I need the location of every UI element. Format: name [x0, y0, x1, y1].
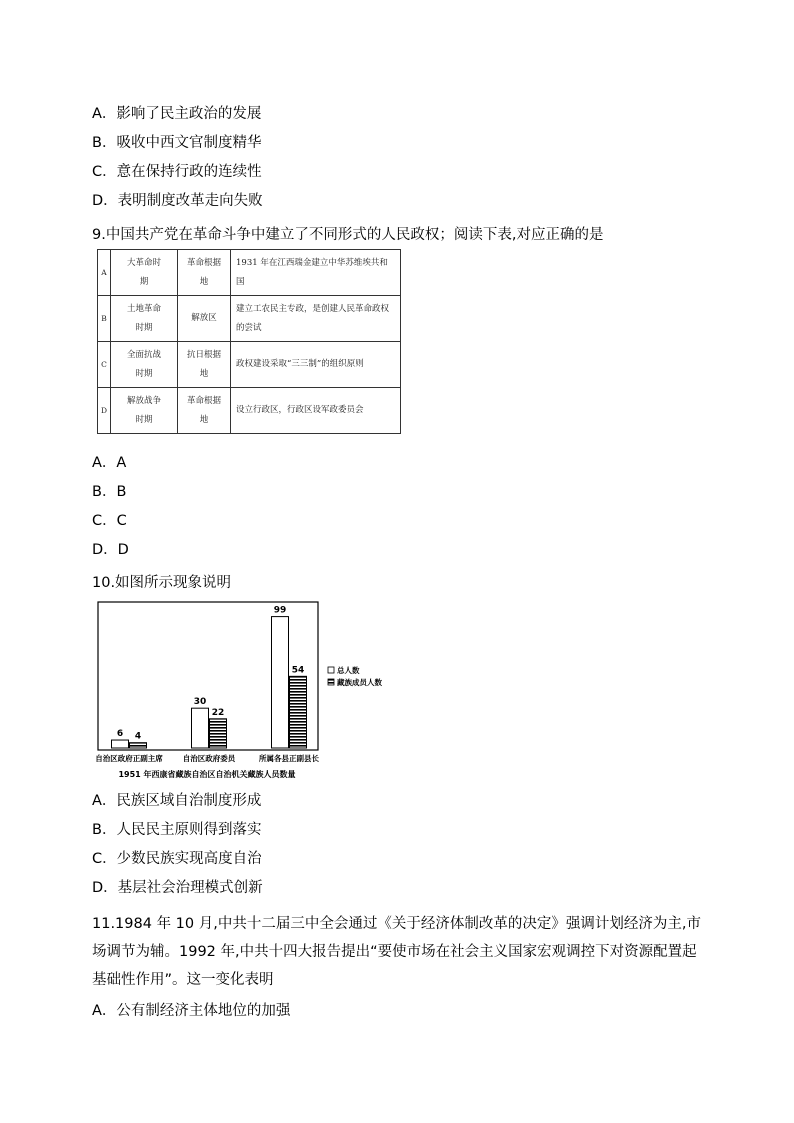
q8-option-c: C．意在保持行政的连续性 [92, 164, 262, 180]
data-label: 4 [134, 731, 142, 742]
row-letter: B [98, 296, 111, 342]
q10-stem: 10.如图所示现象说明 [92, 575, 232, 591]
period-cell: 土地革命 时期 [111, 296, 178, 342]
bar-tibetan-0 [130, 743, 147, 748]
q8-option-a: A．影响了民主政治的发展 [92, 106, 262, 122]
legend-label: 藏族成员人数 [337, 678, 382, 687]
base-cell: 抗日根据 地 [178, 342, 231, 388]
base-cell: 革命根据 地 [178, 388, 231, 434]
period-cell: 解放战争 时期 [111, 388, 178, 434]
table-row [98, 296, 401, 342]
legend-label: 总人数 [337, 666, 360, 675]
q8-option-d: D．表明制度改革走向失败 [92, 193, 263, 209]
data-label: 22 [211, 707, 225, 718]
data-label: 54 [291, 665, 305, 676]
desc-cell: 设立行政区，行政区设军政委员会 [231, 388, 401, 434]
row-letter: A [98, 250, 111, 296]
desc-cell: 1931 年在江西瑞金建立中华苏维埃共和 国 [231, 250, 401, 296]
q11-option-a: A．公有制经济主体地位的加强 [92, 1003, 291, 1019]
q8-option-b: B．吸收中西文官制度精华 [92, 135, 262, 151]
row-letter: D [98, 388, 111, 434]
row-letter: C [98, 342, 111, 388]
desc-cell: 政权建设采取“三三制”的组织原则 [231, 342, 401, 388]
base-cell: 革命根据 地 [178, 250, 231, 296]
q11-stem: 11.1984 年 10 月,中共十二届三中全会通过《关于经济体制改革的决定》强调计划经济为主,市场调节为辅。1992 年,中共十四大报告提出“要使市场在社会主义国家宏观调控下对资源配置起基础性作用”。这一变化表明 [92, 916, 701, 988]
q10-option-d: D．基层社会治理模式创新 [92, 880, 263, 896]
q10-option-c: C．少数民族实现高度自治 [92, 851, 262, 867]
bar-total-2 [272, 617, 289, 748]
bar-total-0 [112, 740, 129, 748]
base-cell: 解放区 [178, 296, 231, 342]
q10-option-b: B．人民民主原则得到落实 [92, 822, 262, 838]
data-label: 6 [116, 729, 124, 740]
table-row [98, 250, 401, 296]
bar-total-1 [192, 708, 209, 748]
q9-stem: 9.中国共产党在革命斗争中建立了不同形式的人民政权；阅读下表,对应正确的是 [92, 227, 604, 243]
period-cell: 全面抗战 时期 [111, 342, 178, 388]
bar-tibetan-1 [210, 719, 227, 748]
chart-title: 1951 年西康省藏族自治区自治机关藏族人员数量 [118, 770, 296, 779]
q9-option-c: C．C [92, 513, 127, 529]
category-label: 所属各县正副县长 [259, 754, 319, 763]
period-cell: 大革命时 期 [111, 250, 178, 296]
legend-swatch [328, 679, 334, 685]
legend-swatch [328, 667, 334, 673]
data-label: 99 [273, 605, 287, 616]
q9-option-d: D．D [92, 542, 129, 558]
q10-option-a: A．民族区域自治制度形成 [92, 793, 262, 809]
q9-option-a: A．A [92, 455, 127, 471]
table-row [98, 342, 401, 388]
bar-tibetan-2 [290, 676, 307, 748]
data-label: 30 [193, 697, 207, 708]
bar-chart [92, 598, 392, 783]
q9-option-b: B．B [92, 484, 127, 500]
category-label: 自治区政府委员 [182, 754, 236, 763]
table-row [98, 388, 401, 434]
category-label: 自治区政府正副主席 [95, 754, 163, 763]
desc-cell: 建立工农民主专政，是创建人民革命政权 的尝试 [231, 296, 401, 342]
q9-table [97, 249, 401, 434]
